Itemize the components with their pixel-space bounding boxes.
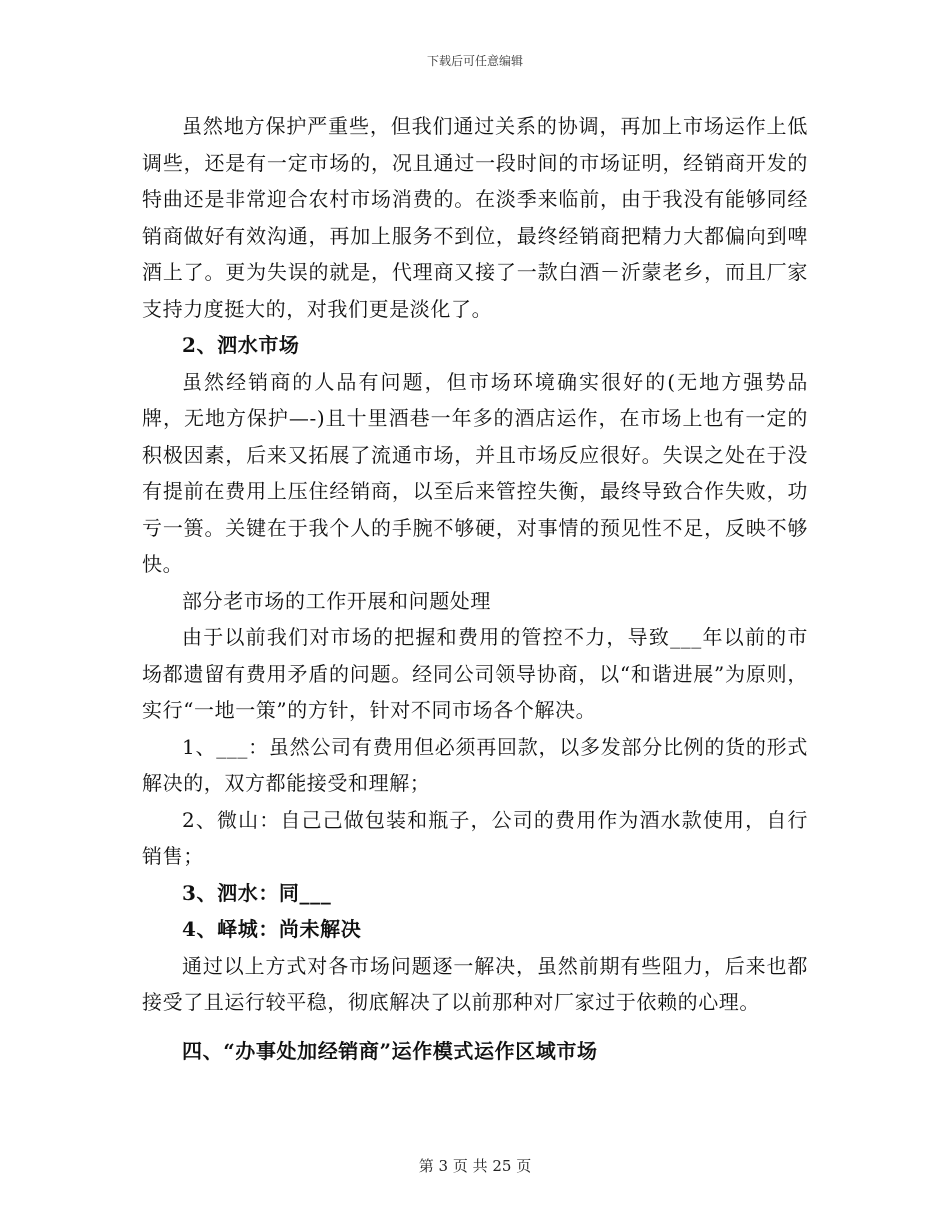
list-item: 2、微山：自己己做包装和瓶子，公司的费用作为酒水款使用，自行销售； (142, 807, 808, 868)
paragraph: 通过以上方式对各市场问题逐一解决，虽然前期有些阻力，后来也都接受了且运行较平稳，彻底解决了以前那种对厂家过于依赖的心理。 (142, 953, 808, 1014)
list-item-bold: 3、泗水：同___ (182, 880, 332, 905)
page-header: 下载后可任意编辑 (426, 54, 523, 68)
list-item-bold: 4、峄城：尚未解决 (182, 917, 362, 941)
paragraph: 虽然经销商的人品有问题，但市场环境确实很好的(无地方强势品牌，无地方保护—-)且十里酒巷一年多的酒店运作，在市场上也有一定的积极因素，后来又拓展了流通市场，并且市场反应很好。失误之处在于没有提前在费用上压住经销商，以至后来管控失衡，最终导致合作失败，功亏一篑。关键在于我个人的手腕不够硬，对事情的预见性不足，反映不够快。 (142, 369, 808, 576)
document-body (142, 108, 808, 1069)
paragraph: 由于以前我们对市场的把握和费用的管控不力，导致___年以前的市场都遗留有费用矛盾的问题。经同公司领导协商，以“和谐进展”为原则，实行“一地一策”的方针，针对不同市场各个解决。 (142, 625, 808, 722)
page-footer: 第 3 页 共 25 页 (418, 1157, 532, 1175)
section-heading: 四、“办事处加经销商”运作模式运作区域市场 (182, 1038, 598, 1063)
subheading-sishui-market: 2、泗水市场 (182, 333, 300, 357)
paragraph: 部分老市场的工作开展和问题处理 (182, 588, 491, 613)
list-item: 1、___：虽然公司有费用但必须再回款，以多发部分比例的货的形式解决的，双方都能接受和理解； (142, 734, 808, 795)
paragraph: 虽然地方保护严重些，但我们通过关系的协调，再加上市场运作上低调些，还是有一定市场的，况且通过一段时间的市场证明，经销商开发的特曲还是非常迎合农村市场消费的。在淡季来临前，由于我没有能够同经销商做好有效沟通，再加上服务不到位，最终经销商把精力大都偏向到啤酒上了。更为失误的就是，代理商又接了一款白酒－沂蒙老乡，而且厂家支持力度挺大的，对我们更是淡化了。 (142, 114, 808, 321)
